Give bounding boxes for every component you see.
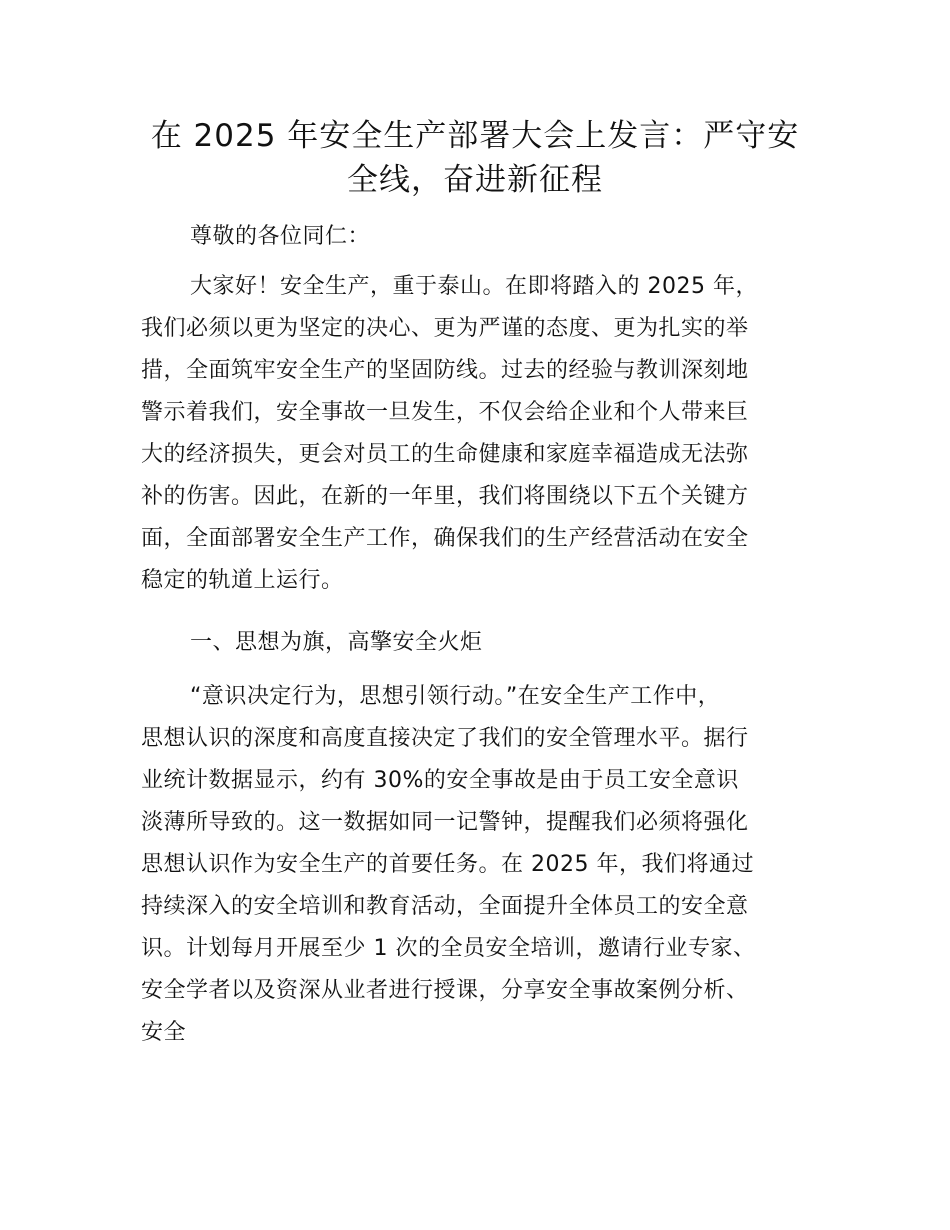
section-line-7: 识。计划每月开展至少 1 次的全员安全培训，邀请行业专家、 xyxy=(141,936,756,961)
intro-line-2: 我们必须以更为坚定的决心、更为严谨的态度、更为扎实的举 xyxy=(141,316,749,341)
salutation: 尊敬的各位同仁： xyxy=(190,224,371,249)
section-line-9: 安全 xyxy=(141,1020,187,1045)
intro-line-6: 补的伤害。因此，在新的一年里，我们将围绕以下五个关键方 xyxy=(141,484,749,509)
intro-line-7: 面，全面部署安全生产工作，确保我们的生产经营活动在安全 xyxy=(141,526,749,551)
section-line-2: 思想认识的深度和高度直接决定了我们的安全管理水平。据行 xyxy=(141,726,749,751)
section-heading: 一、思想为旗，高擎安全火炬 xyxy=(190,630,483,655)
section-line-8: 安全学者以及资深从业者进行授课，分享安全事故案例分析、 xyxy=(141,978,749,1003)
intro-line-5: 大的经济损失，更会对员工的生命健康和家庭幸福造成无法弥 xyxy=(141,442,749,467)
section-line-1: “意识决定行为，思想引领行动。”在安全生产工作中， xyxy=(190,684,721,709)
intro-line-3: 措，全面筑牢安全生产的坚固防线。过去的经验与教训深刻地 xyxy=(141,358,749,383)
intro-line-4: 警示着我们，安全事故一旦发生，不仅会给企业和个人带来巨 xyxy=(141,400,749,425)
section-line-4: 淡薄所导致的。这一数据如同一记警钟，提醒我们必须将强化 xyxy=(141,810,749,835)
section-line-6: 持续深入的安全培训和教育活动，全面提升全体员工的安全意 xyxy=(141,894,749,919)
title-line-2: 全线，奋进新征程 xyxy=(347,162,603,198)
section-line-5: 思想认识作为安全生产的首要任务。在 2025 年，我们将通过 xyxy=(141,852,754,877)
intro-line-8: 稳定的轨道上运行。 xyxy=(141,568,344,593)
document-title xyxy=(120,114,830,202)
section-line-3: 业统计数据显示，约有 30%的安全事故是由于员工安全意识 xyxy=(141,768,739,793)
intro-line-1: 大家好！安全生产，重于泰山。在即将踏入的 2025 年， xyxy=(190,274,758,299)
title-line-1: 在 2025 年安全生产部署大会上发言：严守安 xyxy=(150,118,800,154)
